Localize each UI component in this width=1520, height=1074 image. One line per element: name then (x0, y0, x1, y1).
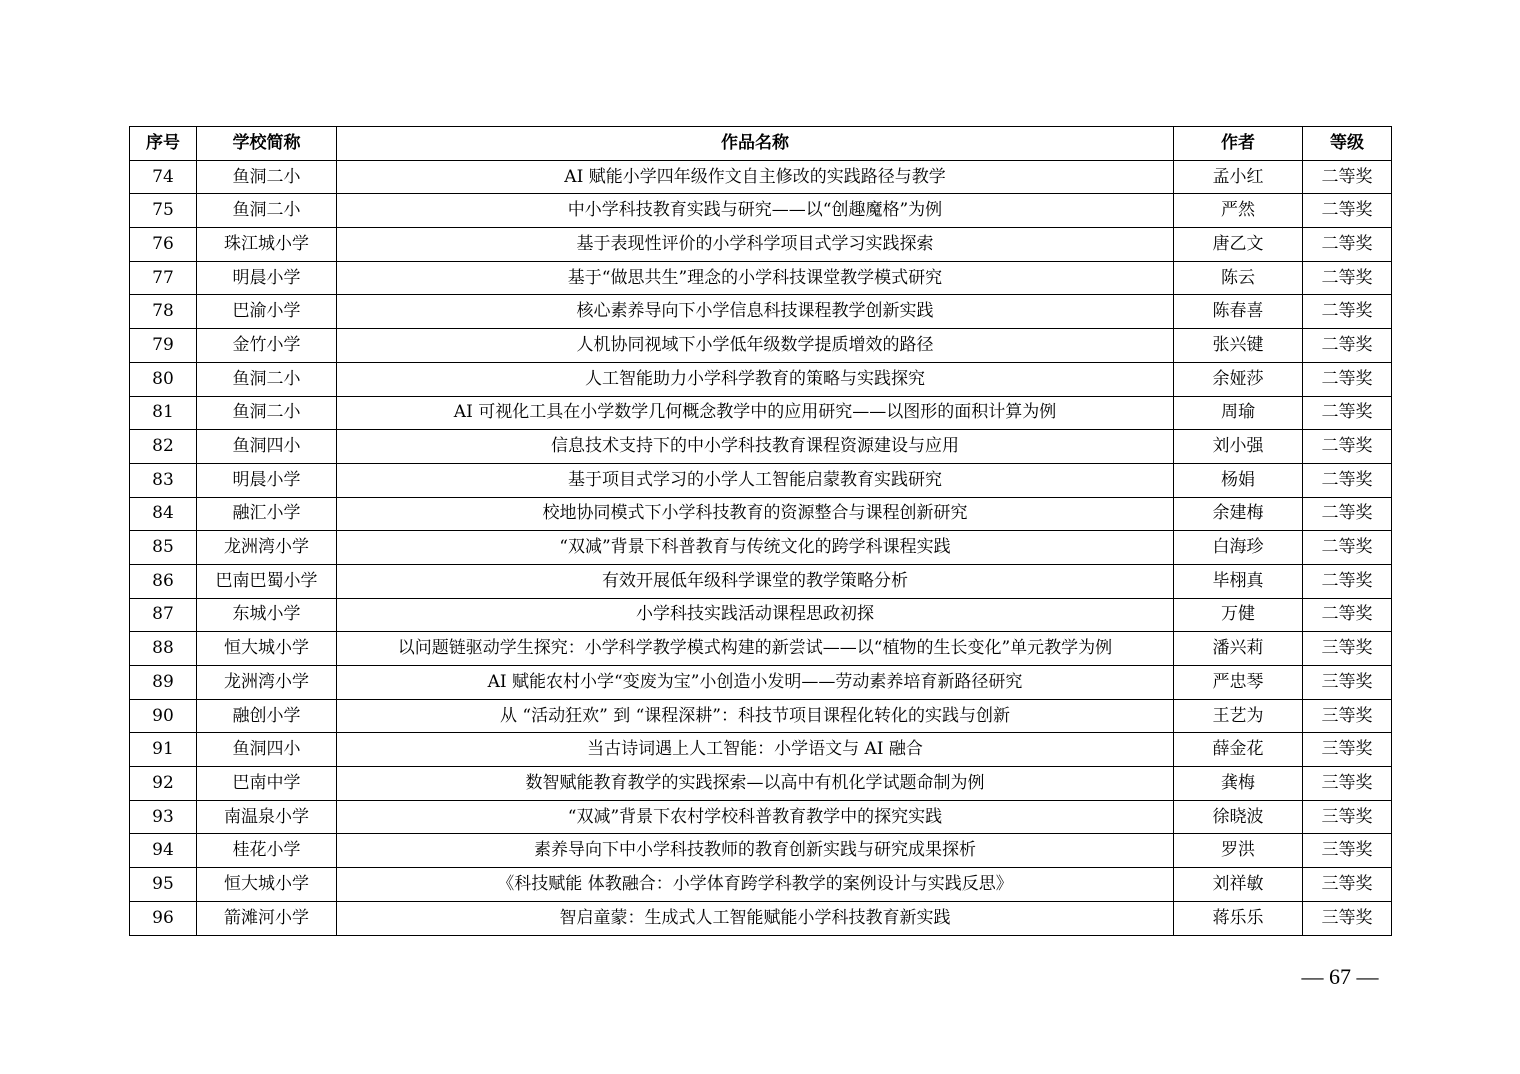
cell-index: 76 (130, 228, 197, 262)
table-row (130, 564, 1392, 598)
table-row (130, 497, 1392, 531)
cell-school: 明晨小学 (197, 463, 337, 497)
cell-index: 91 (130, 733, 197, 767)
cell-author: 余建梅 (1174, 497, 1303, 531)
table-row (130, 767, 1392, 801)
cell-author: 余娅莎 (1174, 362, 1303, 396)
cell-grade: 三等奖 (1303, 834, 1392, 868)
table-row (130, 362, 1392, 396)
cell-grade: 三等奖 (1303, 632, 1392, 666)
cell-title: AI 赋能农村小学“变废为宝”小创造小发明——劳动素养培育新路径研究 (337, 666, 1174, 700)
cell-index: 80 (130, 362, 197, 396)
cell-school: 东城小学 (197, 598, 337, 632)
cell-title: 基于项目式学习的小学人工智能启蒙教育实践研究 (337, 463, 1174, 497)
cell-school: 恒大城小学 (197, 868, 337, 902)
cell-index: 89 (130, 666, 197, 700)
cell-author: 杨娟 (1174, 463, 1303, 497)
cell-title: 核心素养导向下小学信息科技课程教学创新实践 (337, 295, 1174, 329)
cell-title: AI 可视化工具在小学数学几何概念教学中的应用研究——以图形的面积计算为例 (337, 396, 1174, 430)
cell-school: 鱼洞二小 (197, 396, 337, 430)
cell-grade: 二等奖 (1303, 598, 1392, 632)
cell-index: 82 (130, 430, 197, 464)
cell-author: 蒋乐乐 (1174, 901, 1303, 935)
table-row (130, 632, 1392, 666)
cell-grade: 三等奖 (1303, 767, 1392, 801)
table-body (130, 160, 1392, 935)
table-row (130, 194, 1392, 228)
table-row (130, 699, 1392, 733)
cell-index: 87 (130, 598, 197, 632)
cell-school: 珠江城小学 (197, 228, 337, 262)
cell-grade: 三等奖 (1303, 733, 1392, 767)
cell-author: 严然 (1174, 194, 1303, 228)
cell-grade: 三等奖 (1303, 800, 1392, 834)
cell-school: 融汇小学 (197, 497, 337, 531)
cell-author: 孟小红 (1174, 160, 1303, 194)
cell-index: 86 (130, 564, 197, 598)
cell-school: 鱼洞四小 (197, 430, 337, 464)
cell-school: 南温泉小学 (197, 800, 337, 834)
cell-author: 白海珍 (1174, 531, 1303, 565)
header-grade: 等级 (1303, 127, 1392, 161)
cell-index: 95 (130, 868, 197, 902)
cell-index: 77 (130, 261, 197, 295)
cell-school: 鱼洞四小 (197, 733, 337, 767)
cell-school: 巴南中学 (197, 767, 337, 801)
table-row (130, 666, 1392, 700)
cell-school: 龙洲湾小学 (197, 666, 337, 700)
cell-author: 万健 (1174, 598, 1303, 632)
cell-index: 83 (130, 463, 197, 497)
table-row (130, 531, 1392, 565)
table-row (130, 800, 1392, 834)
table-row (130, 733, 1392, 767)
cell-grade: 二等奖 (1303, 463, 1392, 497)
cell-author: 王艺为 (1174, 699, 1303, 733)
cell-school: 融创小学 (197, 699, 337, 733)
cell-grade: 二等奖 (1303, 228, 1392, 262)
table-row (130, 834, 1392, 868)
cell-grade: 二等奖 (1303, 430, 1392, 464)
table-row (130, 329, 1392, 363)
cell-grade: 三等奖 (1303, 868, 1392, 902)
cell-author: 周瑜 (1174, 396, 1303, 430)
cell-author: 龚梅 (1174, 767, 1303, 801)
cell-title: 人机协同视域下小学低年级数学提质增效的路径 (337, 329, 1174, 363)
award-table (129, 126, 1392, 936)
cell-index: 74 (130, 160, 197, 194)
cell-author: 张兴键 (1174, 329, 1303, 363)
cell-author: 薛金花 (1174, 733, 1303, 767)
cell-title: 基于“做思共生”理念的小学科技课堂教学模式研究 (337, 261, 1174, 295)
cell-index: 78 (130, 295, 197, 329)
cell-grade: 三等奖 (1303, 901, 1392, 935)
cell-index: 94 (130, 834, 197, 868)
cell-grade: 二等奖 (1303, 295, 1392, 329)
table-row (130, 901, 1392, 935)
cell-title: 小学科技实践活动课程思政初探 (337, 598, 1174, 632)
cell-title: 校地协同模式下小学科技教育的资源整合与课程创新研究 (337, 497, 1174, 531)
cell-grade: 二等奖 (1303, 564, 1392, 598)
cell-school: 恒大城小学 (197, 632, 337, 666)
header-author: 作者 (1174, 127, 1303, 161)
cell-title: 信息技术支持下的中小学科技教育课程资源建设与应用 (337, 430, 1174, 464)
cell-index: 90 (130, 699, 197, 733)
table-row (130, 598, 1392, 632)
cell-school: 龙洲湾小学 (197, 531, 337, 565)
table-row (130, 160, 1392, 194)
cell-title: “双减”背景下农村学校科普教育教学中的探究实践 (337, 800, 1174, 834)
cell-title: “双减”背景下科普教育与传统文化的跨学科课程实践 (337, 531, 1174, 565)
cell-index: 79 (130, 329, 197, 363)
header-index: 序号 (130, 127, 197, 161)
cell-index: 93 (130, 800, 197, 834)
cell-index: 85 (130, 531, 197, 565)
cell-author: 唐乙文 (1174, 228, 1303, 262)
cell-author: 毕栩真 (1174, 564, 1303, 598)
cell-grade: 二等奖 (1303, 362, 1392, 396)
table-row (130, 396, 1392, 430)
cell-title: 基于表现性评价的小学科学项目式学习实践探索 (337, 228, 1174, 262)
cell-author: 徐晓波 (1174, 800, 1303, 834)
header-row (130, 127, 1392, 161)
cell-school: 桂花小学 (197, 834, 337, 868)
cell-author: 刘小强 (1174, 430, 1303, 464)
cell-author: 刘祥敏 (1174, 868, 1303, 902)
cell-author: 陈云 (1174, 261, 1303, 295)
cell-title: 《科技赋能 体教融合：小学体育跨学科教学的案例设计与实践反思》 (337, 868, 1174, 902)
cell-grade: 二等奖 (1303, 396, 1392, 430)
page-number: — 67 — (1301, 964, 1379, 989)
cell-index: 92 (130, 767, 197, 801)
cell-index: 81 (130, 396, 197, 430)
cell-title: AI 赋能小学四年级作文自主修改的实践路径与教学 (337, 160, 1174, 194)
cell-school: 鱼洞二小 (197, 160, 337, 194)
header-title: 作品名称 (337, 127, 1174, 161)
cell-school: 巴渝小学 (197, 295, 337, 329)
table-header (130, 127, 1392, 161)
cell-title: 有效开展低年级科学课堂的教学策略分析 (337, 564, 1174, 598)
cell-title: 智启童蒙：生成式人工智能赋能小学科技教育新实践 (337, 901, 1174, 935)
cell-author: 罗洪 (1174, 834, 1303, 868)
cell-grade: 二等奖 (1303, 261, 1392, 295)
cell-school: 明晨小学 (197, 261, 337, 295)
cell-grade: 三等奖 (1303, 699, 1392, 733)
cell-grade: 二等奖 (1303, 497, 1392, 531)
cell-author: 陈春喜 (1174, 295, 1303, 329)
cell-title: 以问题链驱动学生探究：小学科学教学模式构建的新尝试——以“植物的生长变化”单元教学为例 (337, 632, 1174, 666)
cell-school: 鱼洞二小 (197, 362, 337, 396)
cell-school: 鱼洞二小 (197, 194, 337, 228)
table-row (130, 261, 1392, 295)
table-row (130, 463, 1392, 497)
cell-index: 88 (130, 632, 197, 666)
cell-grade: 二等奖 (1303, 531, 1392, 565)
cell-grade: 二等奖 (1303, 160, 1392, 194)
cell-title: 数智赋能教育教学的实践探索—以高中有机化学试题命制为例 (337, 767, 1174, 801)
cell-title: 中小学科技教育实践与研究——以“创趣魔格”为例 (337, 194, 1174, 228)
cell-school: 金竹小学 (197, 329, 337, 363)
cell-grade: 三等奖 (1303, 666, 1392, 700)
table-row (130, 430, 1392, 464)
cell-school: 箭滩河小学 (197, 901, 337, 935)
cell-title: 素养导向下中小学科技教师的教育创新实践与研究成果探析 (337, 834, 1174, 868)
cell-author: 严忠琴 (1174, 666, 1303, 700)
table-row (130, 228, 1392, 262)
cell-index: 75 (130, 194, 197, 228)
cell-grade: 二等奖 (1303, 194, 1392, 228)
cell-school: 巴南巴蜀小学 (197, 564, 337, 598)
header-school: 学校简称 (197, 127, 337, 161)
cell-title: 当古诗词遇上人工智能：小学语文与 AI 融合 (337, 733, 1174, 767)
cell-grade: 二等奖 (1303, 329, 1392, 363)
cell-author: 潘兴莉 (1174, 632, 1303, 666)
table-row (130, 868, 1392, 902)
cell-title: 从 “活动狂欢” 到 “课程深耕”：科技节项目课程化转化的实践与创新 (337, 699, 1174, 733)
cell-index: 96 (130, 901, 197, 935)
cell-index: 84 (130, 497, 197, 531)
cell-title: 人工智能助力小学科学教育的策略与实践探究 (337, 362, 1174, 396)
table-row (130, 295, 1392, 329)
